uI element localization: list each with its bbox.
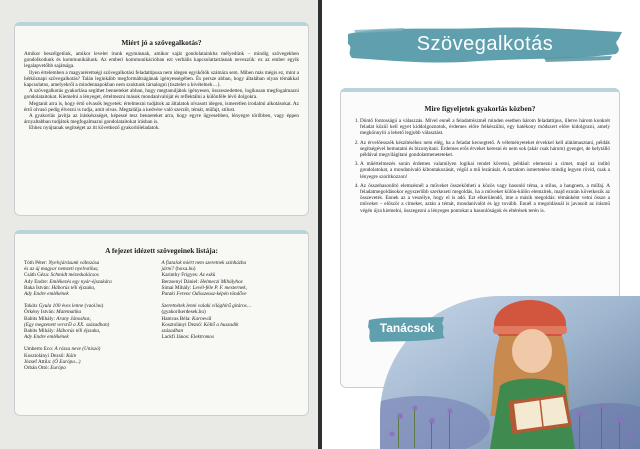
right-page (322, 0, 640, 449)
sources-box (14, 230, 309, 416)
source-title: (Ó Európa...) (52, 358, 81, 365)
sources-column-left (24, 260, 162, 371)
source-title: Arany Jánoshoz, (56, 315, 91, 322)
source-title: Emlékezés egy nyár-éjszakára (49, 278, 112, 285)
list-item: 4. Az összehasonlító elemzésnél a műveket összekötheti a közös vagy hasonló téma, a stílus, a hangnem, a műfaj. A feladatmegoldásokor egyszerűbb szerkezeti megoldás, ha a műveket külön-külön elemzitek, majd ezután következik az összevetés. Ennek az a veszélye, hogy el is adó. Ezt elkerülendő, ime a másik megoldás: témánként vetni össze a műveket – először a címeket, aztán a témát, mondanivalót és így tovább. Ennél a megoldásnál is javasolt az írásmű végén újra kiemelni, összegezni a lényeges pontokat a hasonlóságok és eltérések terén is. (360, 183, 610, 214)
source-title: Szeretnétek lenni valaki világhírű gitáros… (161, 303, 252, 310)
left-page (0, 0, 318, 449)
source-title: Káin (66, 352, 77, 359)
source-author: Simai Mihály: (161, 284, 193, 291)
why-writing-box (14, 22, 309, 216)
source-author: Berzsenyi Dániel: (161, 278, 201, 285)
practice-tips-title: Mire figyeljetek gyakorlás közben? (424, 104, 536, 113)
source-title: Ady Endre emlékének (24, 291, 69, 298)
source-title: Ady Endre emlékének (24, 334, 69, 341)
source-title: Takáts Gyula 100 éves lenne (24, 303, 84, 310)
source-title: Háborús téli éjszaka, (56, 328, 101, 335)
why-writing-paragraph: A szövegalkotás gyakorlása segíthet benneteket abban, hogy megtanuljátok igényesen, összeszedetten, logikusan megfogalmazni gondolataitokat. Kiemelni a lényeget, értelmezni mások mondanivalóját és reflektálni a különféle lévő dolgokra. (24, 88, 299, 101)
source-author: József Attila: (24, 358, 53, 365)
box-header-bar (14, 230, 309, 234)
box-header-bar (14, 22, 309, 26)
source-title: Levél-féle P. F. mesternek, (192, 284, 247, 291)
source-author: Hamvas Béla: (161, 315, 193, 322)
practice-tips-list (340, 118, 620, 214)
source-author: Kosztolányi Dezső: (24, 352, 67, 359)
source-author: Örkény István: (24, 309, 57, 316)
source-author: Karinthy Frigyes: (161, 272, 200, 279)
source-title: Háborús téli éjszaka, (51, 284, 96, 291)
source-title: A rózsa neve (Unixzó) (54, 346, 101, 353)
why-writing-paragraph: Ilyen értelemben a magyarérettségi szövegalkotási feladattípusa nem idegen egyikőtök számára sem. Miben más mégis ez, mint a hétköznapi szövegalkotás? Talán leginkább megformáltságának igényességében. És persze abban, hogy általában olyan témákkal kapcsolatos, amelyekről a mindennapokban nem szoktunk társalogni (tisztelet a kivételnek…). (24, 69, 299, 89)
source-author: Baka István: (24, 284, 52, 291)
why-writing-paragraph: Amikor beszélgetünk, amikor levelet írunk egymásnak, amikor saját gondolatainkba mélyedünk – mindig szövegekben gondolkodunk és kommunikálunk. Az emberi kommunikációban ezt verbális kapcsolattartásnak nevezzük: ez az ember egyik legalapvetőbb sajátsága. (24, 51, 299, 70)
source-title: században (161, 328, 184, 335)
list-item: 3. A műértelmezés során érdemes valamilyen logikai rendet követni, például: elemezni a címet, majd az indító gondolatokat, a mondanivaló kibontakozását, végül a mű lezárását. A tartalom ismertetése mindig legyen rövid, csak a lényegre szorítkozzon! (360, 161, 610, 180)
source-title: járni? (161, 266, 175, 273)
source-title: Pataki Ferenc Odisszeusz-képén töndőve (161, 291, 247, 298)
source-title: Európa (50, 365, 66, 372)
why-writing-paragraph: Ehhez nyújtanak segítséget az itt következő gyakorlóleladatok. (29, 125, 160, 132)
sources-columns (14, 260, 309, 371)
source-entry (162, 334, 300, 340)
source-author: Orbán Ottó: (24, 365, 51, 372)
source-author: Csáth Géza: (24, 272, 51, 279)
source-title: Matematika (56, 309, 82, 316)
source-title: A fiatalok miért nem szeretnek színházba (161, 260, 247, 266)
why-writing-title: Miért jó a szövegalkotás? (121, 38, 202, 47)
source-title: (Egy megzenett versről a XX. században) (24, 321, 110, 328)
source-author: Ady Endre: (24, 278, 50, 285)
page-title: Szövegalkotás (416, 33, 554, 55)
source-author: Babits Mihály: (24, 315, 57, 322)
sources-title: A fejezet idézett szövegeinek listája: (105, 246, 218, 255)
sources-column-right (162, 260, 300, 371)
source-entry (24, 365, 162, 371)
source-title: Elektromos (190, 334, 215, 341)
source-title: Schmidt mézeskalácsos (50, 272, 99, 279)
source-title: Nyelvjárásunk változása (48, 260, 100, 266)
source-author: (gyakorikerdesek.hu) (161, 309, 206, 316)
source-author: Babits Mihály: (24, 328, 57, 335)
list-item: 1. Döntő fontosságú a válaszzás. Mivel ennél a feladatrészmél minden esetben három feladattípus, illetve három konkrét feladat közül kell egyet kiddolgoznotok, érdemes előre felkészülni, egy hatékony módszert előre kidolgozni, amely megkönnyíti a lehető legjobb választást. (360, 118, 610, 137)
source-author: Tóth Péter: (24, 260, 49, 266)
source-author: Lackfi János: (161, 334, 191, 341)
source-title: és az új magyar nemzeti nyelvstílus; (24, 266, 99, 273)
source-title: Helmeczi Mihályhoz (200, 278, 243, 285)
box-header-bar (340, 88, 620, 92)
why-writing-paragraph: A gyakorlás javítja az íráskészséget, képessé tesz benneteket arra, hogy egyre ügyesebben, lényegre törőbben, vagy éppen árnyaltabban tudjátok megfogalmazni gondolataitokat írásban is. (24, 113, 299, 126)
source-title: Karnevál (192, 315, 212, 322)
tips-label: Tanácsok (379, 321, 435, 335)
source-title: Költő a huszadik (203, 321, 239, 328)
source-author: (vaol.hu) (83, 303, 104, 310)
source-author: Umberto Eco: (24, 346, 55, 353)
source-author: Kosztolányi Dezső: (161, 321, 204, 328)
list-item: 2. Az érvelőesszék készítéséhez nem elég, ha a feladat kecsegtető. A véleményeteket érvekkel kell alátámasztani, példák segítségével bemutatni és bizonyítani. Érdemes erős érveket keresni és nem sok (akár csak három) gyenget, de helytálló példával megvilágítani gondolatmeneteteket. (360, 140, 610, 159)
source-author: (boxa.hu) (174, 266, 196, 273)
why-writing-paragraph: Megtanít arra is, hogy értő olvasók legyetek: értelmezni tudjátok az általatok olvasott idegen, ismeretlen irodalmi alkotásokat. Az értő olvasó pedig élvezni is tudja, amit olvas. Megtalálja a kedvére való szerzőt, témát, műfajt, stílust. (24, 100, 299, 113)
source-title: Az eskü (199, 272, 216, 279)
